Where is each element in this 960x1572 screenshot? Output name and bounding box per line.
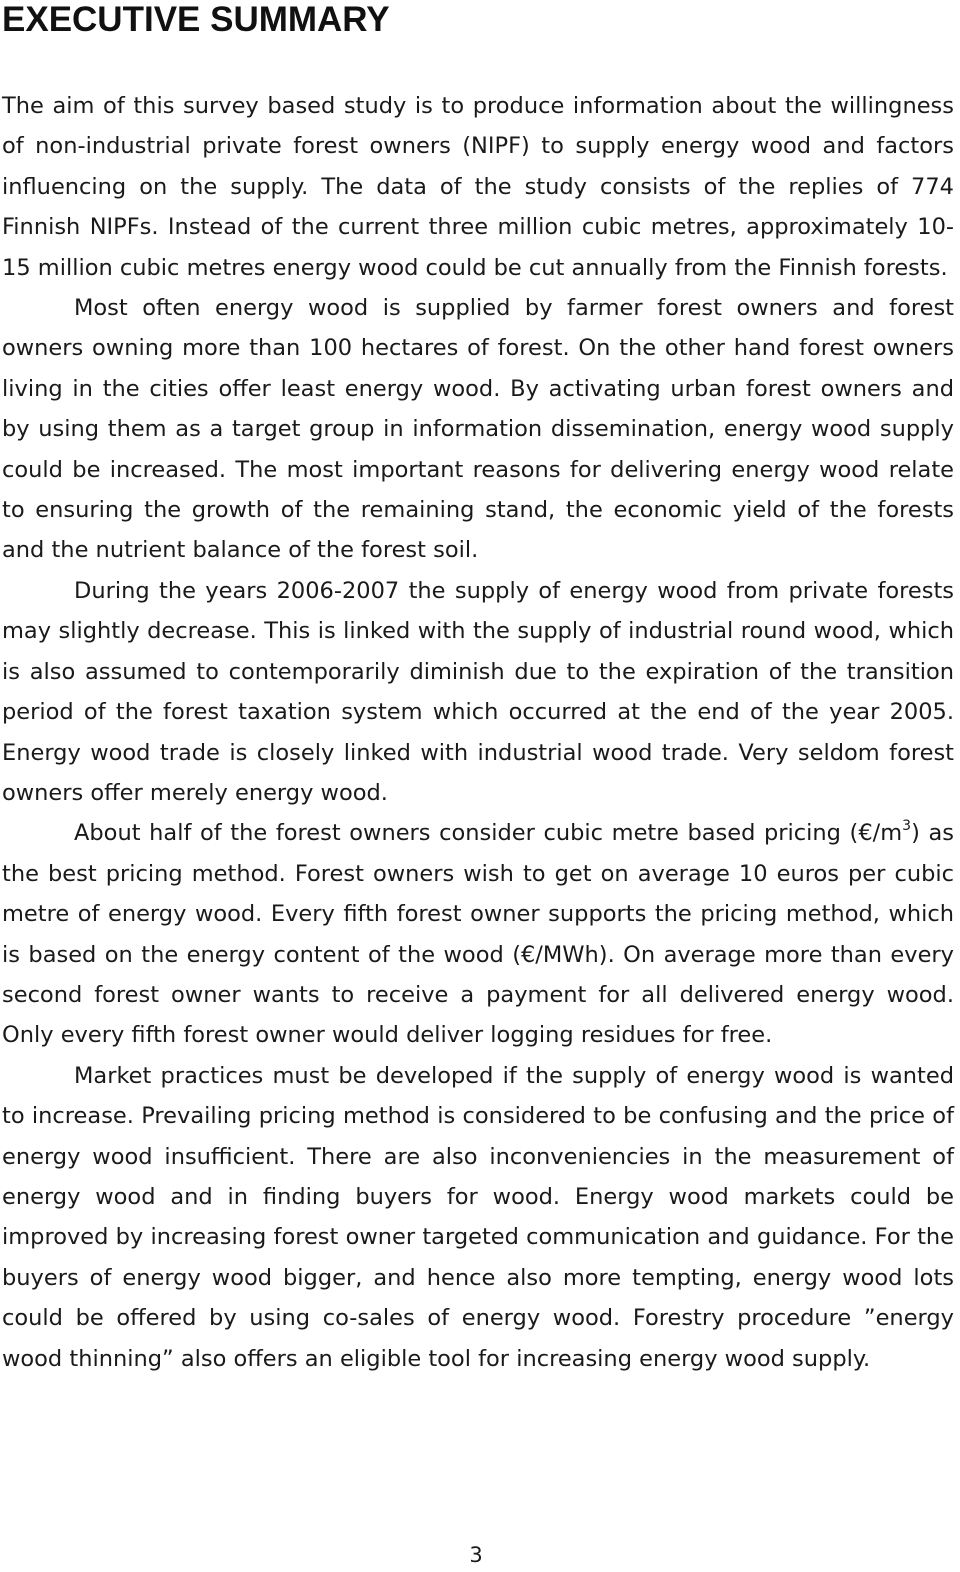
superscript-3: 3 (902, 818, 912, 835)
paragraph-3: During the years 2006-2007 the supply of energy wood from private forests may slightly decrease. This is linked with the supply of industrial round wood, which is also assumed to contemporarily diminish due to the expiration of the transition period of the forest taxation system which occurred at the end of the year 2005. Energy wood trade is closely linked with industrial wood trade. Very seldom forest owners offer merely energy wood. (2, 577, 954, 806)
paragraph-4-text-start: About half of the forest owners consider cubic metre based pricing (€/m (74, 820, 903, 847)
paragraph-2: Most often energy wood is supplied by farmer forest owners and forest owners owning more than 100 hectares of forest. On the other hand forest owners living in the cities offer least energy wood. By activating urban forest owners and by using them as a target group in information dissemination, energy wood supply could be increased. The most important reasons for delivering energy wood relate to ensuring the growth of the remaining stand, the economic yield of the forests and the nutrient balance of the forest soil. (2, 295, 954, 564)
paragraph-5: Market practices must be developed if the supply of energy wood is wanted to increase. Prevailing pricing method is considered to be confusing and the price of energy wood insufficient. There are also inconveniencies in the measurement of energy wood and in finding buyers for wood. Energy wood markets could be improved by increasing forest owner targeted communication and guidance. For the buyers of energy wood bigger, and hence also more tempting, energy wood lots could be offered by using co-sales of energy wood. Forestry procedure ”energy wood thinning” also offers an eligible tool for increasing energy wood supply. (2, 1062, 954, 1372)
paragraph-4-text-end: ) as the best pricing method. Forest owners wish to get on average 10 euros per cubic metre of energy wood. Every fifth forest owner supports the pricing method, which is based on the energy content of the wood (€/MWh). On average more than every second forest owner wants to receive a payment for all delivered energy wood. Only every fifth forest owner would deliver logging residues for free. (2, 820, 954, 1049)
summary-body (2, 86, 954, 1379)
paragraph-1: The aim of this survey based study is to produce information about the willingness of non-industrial private forest owners (NIPF) to supply energy wood and factors influencing on the supply. The data of the study consists of the replies of 774 Finnish NIPFs. Instead of the current three million cubic metres, approximately 10-15 million cubic metres energy wood could be cut annually from the Finnish forests. (2, 93, 954, 281)
paragraph-4 (2, 813, 954, 1055)
page-number: 3 (469, 1543, 483, 1567)
page-title: EXECUTIVE SUMMARY (2, 0, 390, 39)
